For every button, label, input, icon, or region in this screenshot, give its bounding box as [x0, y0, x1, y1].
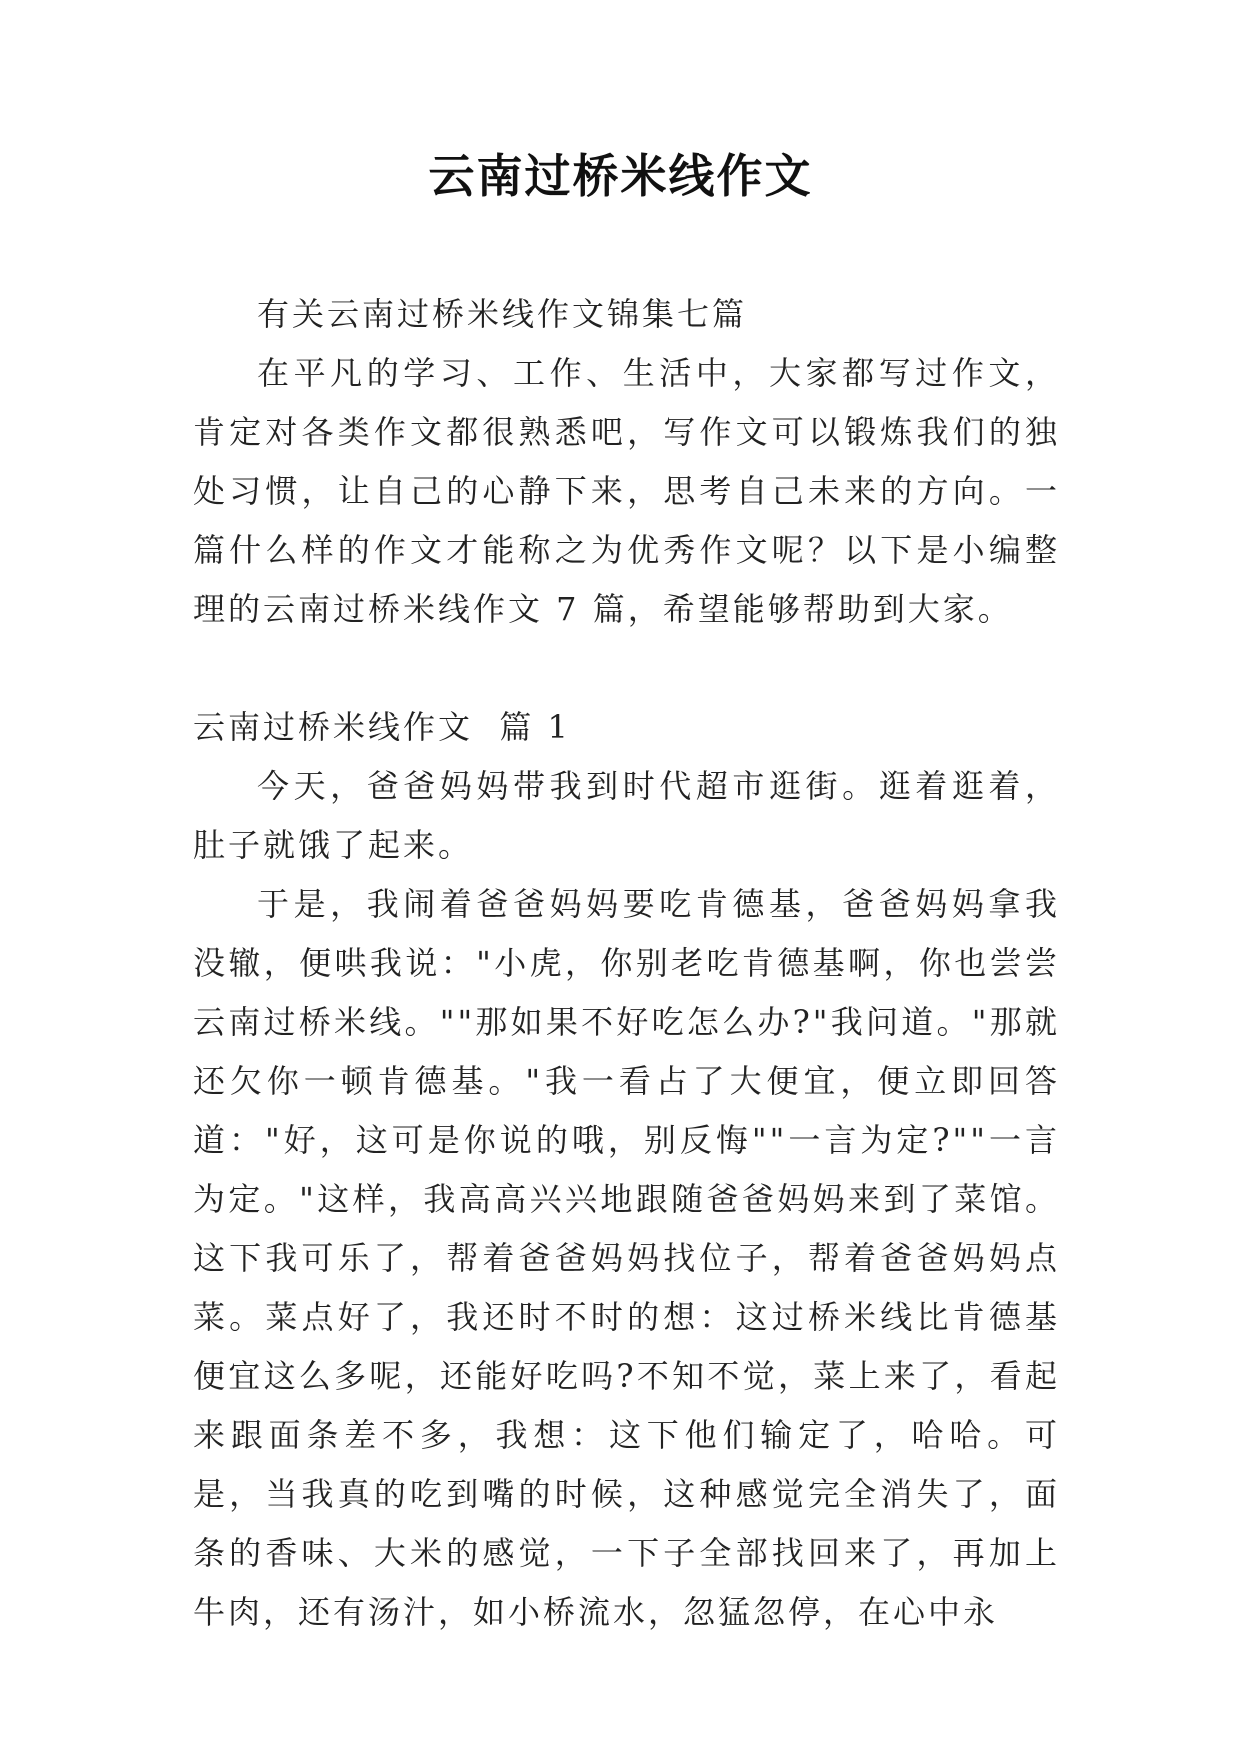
document-body	[193, 285, 1060, 1642]
intro-paragraph: 在平凡的学习、工作、生活中，大家都写过作文，肯定对各类作文都很熟悉吧，写作文可以锻炼我们的独处习惯，让自己的心静下来，思考自己未来的方向。一篇什么样的作文才能称之为优秀作文呢？以下是小编整理的云南过桥米线作文 7 篇，希望能够帮助到大家。	[193, 354, 1060, 628]
body-paragraph-1: 今天，爸爸妈妈带我到时代超市逛街。逛着逛着，肚子就饿了起来。	[193, 767, 1060, 864]
document-subtitle: 有关云南过桥米线作文锦集七篇	[257, 295, 748, 333]
section-heading: 云南过桥米线作文 篇 1	[193, 708, 571, 746]
body-paragraph-2: 于是，我闹着爸爸妈妈要吃肯德基，爸爸妈妈拿我没辙，便哄我说："小虎，你别老吃肯德基啊，你也尝尝云南过桥米线。""那如果不好吃怎么办?"我问道。"那就还欠你一顿肯德基。"我一看占了大便宜，便立即回答道："好，这可是你说的哦，别反悔""一言为定?""一言为定。"这样，我高高兴兴地跟随爸爸妈妈来到了菜馆。这下我可乐了，帮着爸爸妈妈找位子，帮着爸爸妈妈点菜。菜点好了，我还时不时的想：这过桥米线比肯德基便宜这么多呢，还能好吃吗?不知不觉，菜上来了，看起来跟面条差不多，我想：这下他们输定了，哈哈。可是，当我真的吃到嘴的时候，这种感觉完全消失了，面条的香味、大米的感觉，一下子全部找回来了，再加上牛肉，还有汤汁，如小桥流水，忽猛忽停，在心中永	[193, 885, 1060, 1631]
section-spacer	[193, 639, 1060, 698]
document-title: 云南过桥米线作文	[428, 149, 813, 203]
